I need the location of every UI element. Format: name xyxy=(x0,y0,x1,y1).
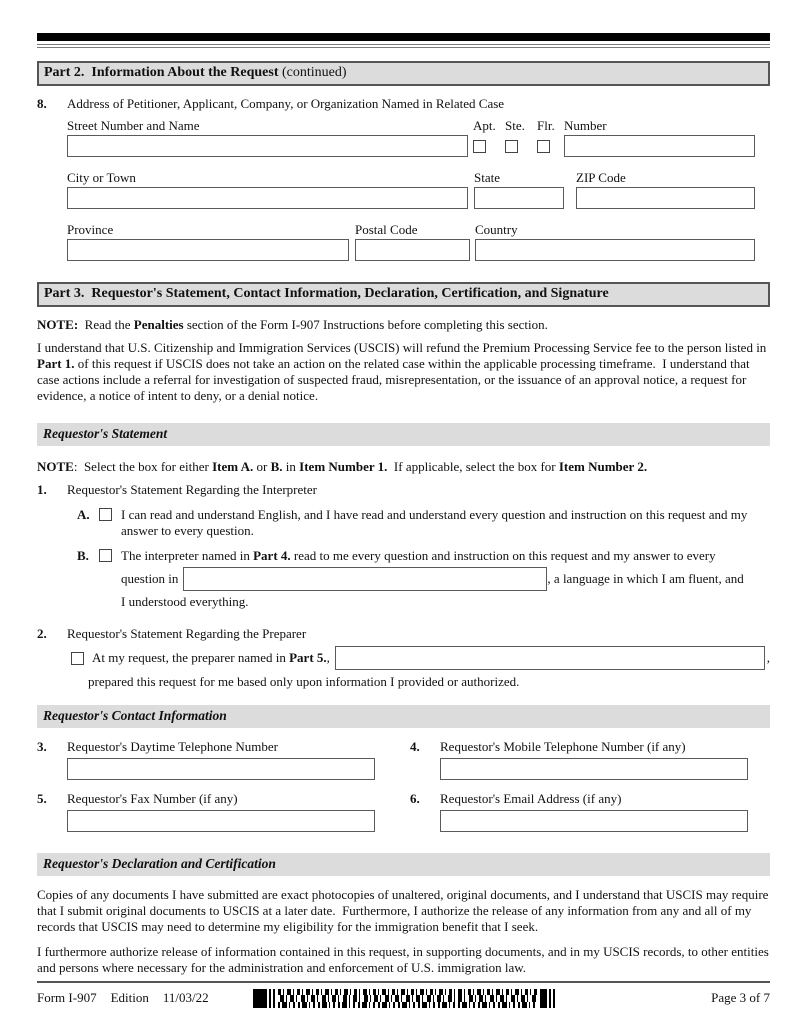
number-input[interactable] xyxy=(564,135,755,157)
footer-form-edition xyxy=(37,990,223,1006)
flr-checkbox[interactable] xyxy=(537,140,550,153)
province-label: Province xyxy=(67,222,114,237)
part3-note: NOTE: Read the Penalties section of the Form I-907 Instructions before completing this section. xyxy=(37,317,548,332)
footer-edition-label: Edition xyxy=(110,990,149,1005)
top-black-bar xyxy=(37,33,770,41)
item6-number: 6. xyxy=(410,791,420,806)
option-b-checkbox[interactable] xyxy=(99,549,112,562)
postal-code-label: Postal Code xyxy=(355,222,418,237)
option-b-line2-pre: question in xyxy=(121,571,179,586)
option-a-letter: A. xyxy=(77,507,90,522)
postal-code-input[interactable] xyxy=(355,239,470,261)
footer-form-id: Form I-907 xyxy=(37,990,97,1005)
apt-checkbox[interactable] xyxy=(473,140,486,153)
item2-number: 2. xyxy=(37,626,47,641)
item5-label: Requestor's Fax Number (if any) xyxy=(67,791,238,806)
2d-barcode xyxy=(253,989,555,1008)
city-label: City or Town xyxy=(67,170,136,185)
fax-number-input[interactable] xyxy=(67,810,375,832)
part2-header xyxy=(37,61,770,86)
contact-information-header: Requestor's Contact Information xyxy=(37,705,770,728)
declaration-certification-header: Requestor's Declaration and Certification xyxy=(37,853,770,876)
item8-number: 8. xyxy=(37,96,47,111)
part2-title: Part 2. Information About the Request xyxy=(44,65,279,80)
item2-text-pre: At my request, the preparer named in Part 5., xyxy=(92,650,330,665)
number-label: Number xyxy=(564,118,607,133)
daytime-phone-input[interactable] xyxy=(67,758,375,780)
item5-number: 5. xyxy=(37,791,47,806)
part3-header xyxy=(37,282,770,307)
apt-label: Apt. xyxy=(473,118,496,133)
option-b-line2-post: , a language in which I am fluent, and xyxy=(547,571,744,586)
footer-page-info: Page 3 of 7 xyxy=(711,990,770,1005)
item2-statement-row xyxy=(71,646,770,670)
item1-label: Requestor's Statement Regarding the Interpreter xyxy=(67,482,317,497)
country-input[interactable] xyxy=(475,239,755,261)
country-label: Country xyxy=(475,222,518,237)
item6-label: Requestor's Email Address (if any) xyxy=(440,791,622,806)
option-b-line1: The interpreter named in Part 4. read to me every question and instruction on this request and my answer to every xyxy=(121,548,716,563)
item2-label: Requestor's Statement Regarding the Preparer xyxy=(67,626,307,641)
ste-checkbox[interactable] xyxy=(505,140,518,153)
barcode-end-block xyxy=(540,989,547,1008)
requestors-statement-header: Requestor's Statement xyxy=(37,423,770,446)
footer-divider-line xyxy=(37,981,770,983)
street-input[interactable] xyxy=(67,135,468,157)
state-label: State xyxy=(474,170,500,185)
barcode-data-region xyxy=(278,989,537,1008)
item3-label: Requestor's Daytime Telephone Number xyxy=(67,739,278,754)
option-b-line3: I understood everything. xyxy=(121,594,249,609)
flr-label: Flr. xyxy=(537,118,555,133)
statement-note: NOTE: Select the box for either Item A. or B. in Item Number 1. If applicable, select the box for Item Number 2. xyxy=(37,459,648,474)
option-a-checkbox[interactable] xyxy=(99,508,112,521)
item1-option-b xyxy=(37,548,770,610)
ste-label: Ste. xyxy=(505,118,525,133)
barcode-start-block xyxy=(253,989,267,1008)
item3-number: 3. xyxy=(37,739,47,754)
item4-label: Requestor's Mobile Telephone Number (if any) xyxy=(440,739,686,754)
street-label: Street Number and Name xyxy=(67,118,200,133)
footer xyxy=(37,988,770,1014)
item2-line2: prepared this request for me based only upon information I provided or authorized. xyxy=(88,674,520,689)
item8-label: Address of Petitioner, Applicant, Company, or Organization Named in Related Case xyxy=(67,96,505,111)
part3-intro-paragraph: I understand that U.S. Citizenship and Immigration Services (USCIS) will refund the Premium Processing Service fee to the person listed in Part 1. of this request if USCIS does not take an action on the related case within the applicable processing timeframe. I understand that case actions include a referral for investigation of suspected fraud, misrepresentation, or the issuance of an approval notice, a request for evidence, a notice of intent to deny, or a denial notice. xyxy=(37,340,770,403)
declaration-paragraph-2: I furthermore authorize release of information contained in this request, in supporting documents, and in my USCIS records, to other entities and persons where necessary for the administration and enforcement of U.S. immigration law. xyxy=(37,944,773,975)
state-input[interactable] xyxy=(474,187,564,209)
part3-title: Part 3. Requestor's Statement, Contact Information, Declaration, Certification, and Signature xyxy=(44,286,609,301)
mobile-phone-input[interactable] xyxy=(440,758,748,780)
item1-option-a xyxy=(37,507,770,539)
option-b-letter: B. xyxy=(77,548,89,563)
note-label: NOTE: xyxy=(37,317,79,332)
zip-input[interactable] xyxy=(576,187,755,209)
zip-label: ZIP Code xyxy=(576,170,626,185)
top-divider-line xyxy=(37,44,770,48)
email-address-input[interactable] xyxy=(440,810,748,832)
city-input[interactable] xyxy=(67,187,468,209)
preparer-name-input[interactable] xyxy=(335,646,765,670)
item2-checkbox[interactable] xyxy=(71,652,84,665)
language-input[interactable] xyxy=(183,567,547,591)
item4-number: 4. xyxy=(410,739,420,754)
declaration-paragraph-1: Copies of any documents I have submitted are exact photocopies of unaltered, original documents, and I understand that USCIS may require that I submit original documents to USCIS at a later date. Furthermore, I authorize the release of any information from any and all of my records that USCIS may need to determine my eligibility for the immigration benefit that I seek. xyxy=(37,887,772,934)
option-a-text: I can read and understand English, and I have read and understand every question and instruction on this request and my answer to every question. xyxy=(121,507,751,538)
footer-edition-date: 11/03/22 xyxy=(162,990,209,1005)
item1-number: 1. xyxy=(37,482,47,497)
part2-title-suffix: (continued) xyxy=(278,65,347,80)
province-input[interactable] xyxy=(67,239,349,261)
item2-trailing-comma: , xyxy=(766,650,770,665)
